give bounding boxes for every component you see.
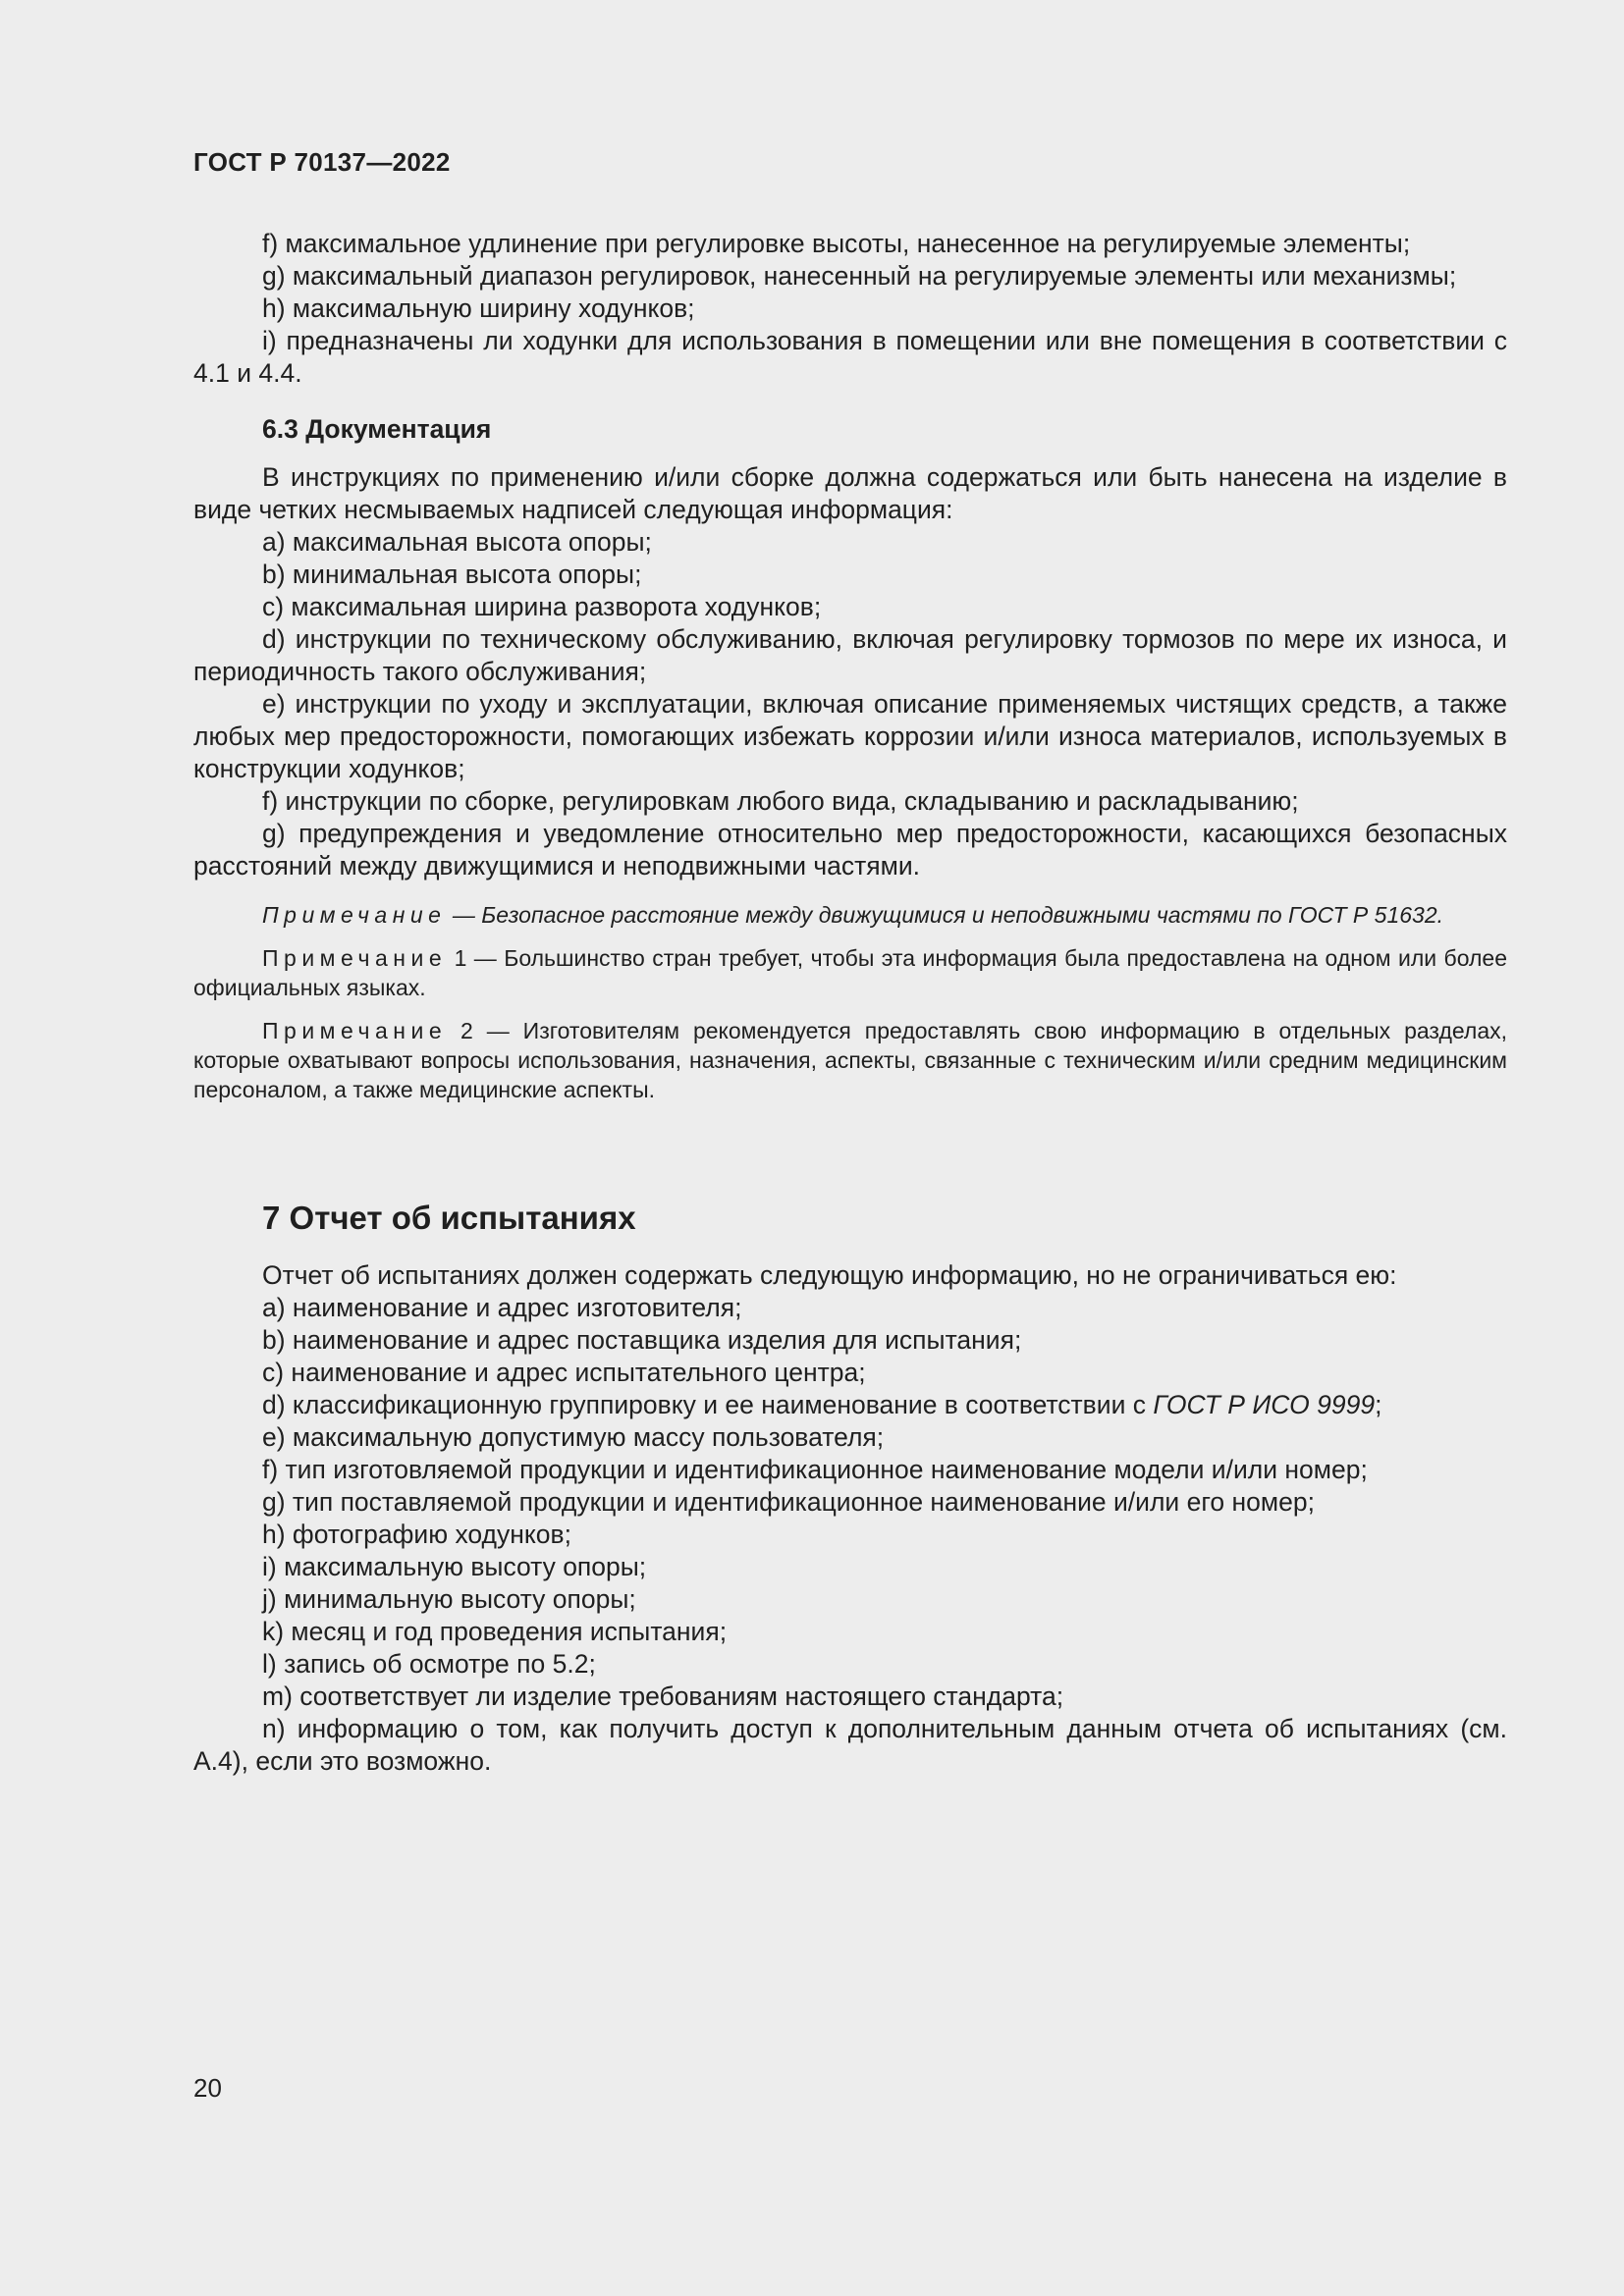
section-intro: Отчет об испытаниях должен содержать следующую информацию, но не ограничиваться ею:: [262, 1260, 1397, 1290]
list-item: g) предупреждения и уведомление относительно мер предосторожности, касающихся безопасных расстояний между движущимися и неподвижными частями.: [193, 819, 1507, 881]
list-item: m) соответствует ли изделие требованиям настоящего стандарта;: [262, 1682, 1064, 1711]
list-item: c) максимальная ширина разворота ходунков;: [262, 592, 822, 621]
note-label: Примечание: [262, 1018, 448, 1043]
list-item: d) инструкции по техническому обслуживанию, включая регулировку тормозов по мере их износа, и периодичность такого обслуживания;: [193, 624, 1507, 686]
list-item: g) максимальный диапазон регулировок, нанесенный на регулируемые элементы или механизмы;: [262, 261, 1457, 291]
list-item: a) наименование и адрес изготовителя;: [262, 1293, 742, 1322]
section-title: 6.3 Документация: [262, 414, 492, 444]
list-item-text: d) классификационную группировку и ее наименование в соответствии с: [262, 1390, 1154, 1419]
section-intro: В инструкциях по применению и/или сборке должна содержаться или быть нанесена на изделие в виде четких несмываемых надписей следующая информация:: [193, 462, 1507, 524]
list-item-end: ;: [1375, 1390, 1382, 1419]
list-item: j) минимальную высоту опоры;: [262, 1584, 636, 1614]
list-item: e) инструкции по уходу и эксплуатации, включая описание применяемых чистящих средств, а также любых мер предосторожности, помогающих избежать коррозии и/или износа материалов, используемых в конструкции ходунков;: [193, 689, 1507, 783]
section-6-3: [193, 413, 1507, 1104]
list-item: b) наименование и адрес поставщика изделия для испытания;: [262, 1325, 1022, 1355]
note-label: Примечание: [262, 945, 448, 971]
note: [193, 900, 1507, 930]
note: [193, 943, 1507, 1002]
list-item: a) максимальная высота опоры;: [262, 527, 652, 557]
list-item: i) максимальную высоту опоры;: [262, 1552, 647, 1581]
list-item: f) максимальное удлинение при регулировке высоты, нанесенное на регулируемые элементы;: [262, 229, 1411, 258]
document-code: ГОСТ Р 70137—2022: [193, 147, 451, 177]
section-title: 7 Отчет об испытаниях: [262, 1200, 636, 1236]
page-number: 20: [193, 2073, 222, 2103]
standard-reference: ГОСТ Р ИСО 9999: [1153, 1390, 1376, 1419]
note-text: 1 — Большинство стран требует, чтобы эта информация была предоставлена на одном или более официальных языках.: [193, 945, 1507, 1000]
list-item: h) максимальную ширину ходунков;: [262, 294, 695, 323]
section-7: [193, 1199, 1507, 1778]
list-block-1: [193, 228, 1507, 390]
note-text: — Безопасное расстояние между движущимися и неподвижными частями по ГОСТ Р 51632.: [446, 902, 1444, 928]
list-item: [193, 1389, 1507, 1421]
note: [193, 1016, 1507, 1104]
list-item: h) фотографию ходунков;: [262, 1520, 571, 1549]
list-item: f) тип изготовляемой продукции и идентификационное наименование модели и/или номер;: [262, 1455, 1368, 1484]
list-item: c) наименование и адрес испытательного центра;: [262, 1358, 866, 1387]
list-item: e) максимальную допустимую массу пользователя;: [262, 1422, 885, 1452]
list-item: k) месяц и год проведения испытания;: [262, 1617, 728, 1646]
list-item: b) минимальная высота опоры;: [262, 560, 642, 589]
list-item: g) тип поставляемой продукции и идентификационное наименование и/или его номер;: [262, 1487, 1315, 1517]
note-label: Примечание: [262, 902, 447, 928]
list-item: f) инструкции по сборке, регулировкам любого вида, складыванию и раскладыванию;: [262, 786, 1299, 816]
list-item: n) информацию о том, как получить доступ к дополнительным данным отчета об испытаниях (см. А.4), если это возможно.: [193, 1714, 1507, 1776]
list-item: l) запись об осмотре по 5.2;: [262, 1649, 596, 1679]
list-item: i) предназначены ли ходунки для использования в помещении или вне помещения в соответствии с 4.1 и 4.4.: [193, 326, 1507, 388]
note-text: 2 — Изготовителям рекомендуется предоставлять свою информацию в отдельных разделах, которые охватывают вопросы использования, назначения, аспекты, связанные с техническим и/или средним медицинским персоналом, а также медицинские аспекты.: [193, 1018, 1507, 1102]
